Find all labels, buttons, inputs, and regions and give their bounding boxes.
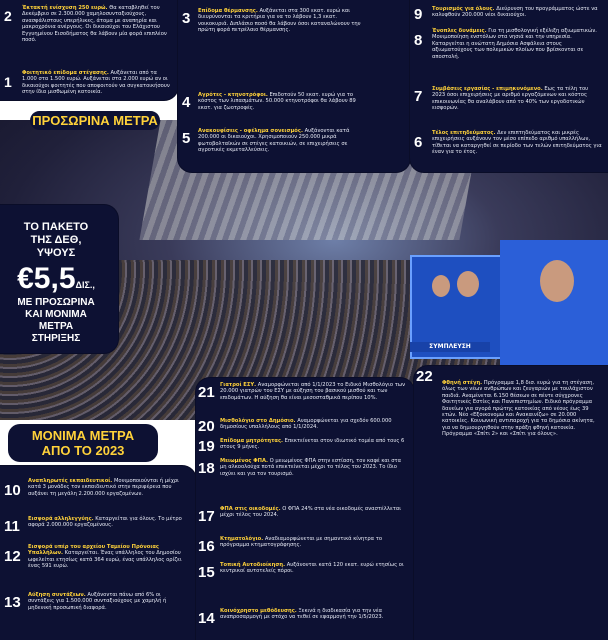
panel-bottom-middle xyxy=(196,378,414,640)
item-number: 5 xyxy=(182,130,191,147)
list-item: Επίδομα θέρμανσης. Αυξάνεται στα 300 εκατ. ευρώ και διευρύνονται τα κριτήρια για να το λάβουν 1,3 εκατ. νοικοκυριά. Διπλάσιο ποσό θα λάβουν όσοι καταναλώνουν την πρώτη φορά πετρέλαιο θέρμανσης. xyxy=(198,8,361,34)
panel-top-right xyxy=(410,0,608,172)
item-number: 17 xyxy=(198,508,215,525)
item-number: 8 xyxy=(414,32,423,49)
item-number: 4 xyxy=(182,94,191,111)
list-item: Επίδομα μητρότητας. Επεκτείνεται στον ιδιωτικό τομέα από τους 6 στους 9 μήνες. xyxy=(220,438,405,451)
item-number: 18 xyxy=(198,460,215,477)
item-number: 16 xyxy=(198,538,215,555)
list-item: Έκτακτή ενίσχυση 250 ευρώ. Θα καταβληθεί τον Δεκέμβριο σε 2.300.000 χαμηλοσυνταξιούχους, ανασφάλιστους υπερήλικες, άτομα με αναπηρία και μακροχρόνια ανέργους. Οι δικαιούχοι του Ελάχιστου Εγγυημένου Εισοδήματος θα λάβουν μία φορά επιπλέον ποσό. xyxy=(22,5,167,44)
item-number: 10 xyxy=(4,482,21,499)
list-item: Εισφορά υπέρ του αρχείου Ταμείου Πρόνοιας Υπαλλήλων. Καταργείται. Ένας υπάλληλος του Δημοσίου ωφελείται ετησίως κατά 364 ευρώ, ένας υπάλληλος ορίζει ένας 591 ευρώ. xyxy=(28,544,182,570)
panel-top-middle xyxy=(178,0,410,172)
panel-bottom-right xyxy=(414,366,608,640)
list-item: Αναπληρωτές εκπαιδευτικοί. Μονιμοποιούνται ή μέχρι κατά 3 μονάδες τον εκπαιδευτικό στην περιφέρεια που αυξάνει τη μεγάλη 2.200.000 εργαζομένων. xyxy=(28,478,179,497)
list-item: Φοιτητικό επίδομα στέγασης. Αυξάνεται από τα 1.000 στα 1.500 ευρώ. Αυξάνεται στα 2.000 ευρώ αν οι δικαιούχοι φοιτητές που αποφοιτούν να συγκατοικήσουν στην ίδια μισθωμένη κατοικία. xyxy=(22,70,170,96)
list-item: Τοπική Αυτοδιοίκηση. Αυξάνονται κατά 120 εκατ. ευρώ ετησίως οι κεντρικοί αυτοτελείς πόροι. xyxy=(220,562,404,575)
speaker-face xyxy=(457,271,479,297)
list-item: Ένοπλες δυνάμεις. Για τη μισθολογική εξέλιξη αξιωματικών. Μονιμοποίηση ενστόλων στα νησιά και την υπηρεσία. Καταργείται η ανώτατη Δημόσια Ασφάλεια στους αξιωματούχους των πολεμικών πλοίων που βρίσκονται σε αποστολή. xyxy=(432,28,597,60)
item-number: 6 xyxy=(414,134,423,151)
permanent-measures-heading: ΜΟΝΙΜΑ ΜΕΤΡΑ ΑΠΟ ΤΟ 2023 xyxy=(8,424,158,462)
item-number: 13 xyxy=(4,594,21,611)
package-text-1: ΤΟ ΠΑΚΕΤΟ ΤΗΣ ΔΕΘ, ΥΨΟΥΣ xyxy=(23,221,89,259)
speaker-face xyxy=(432,275,450,297)
item-number: 19 xyxy=(198,438,215,455)
item-number: 7 xyxy=(414,88,423,105)
panel-top-left: 2 Έκτακτή ενίσχυση 250 ευρώ. Θα καταβληθεί τον Δεκέμβριο σε 2.300.000 χαμηλοσυνταξιούχους, ανασφάλιστους υπερήλικες, άτομα με αναπηρία και μακροχρόνια ανέργους. Οι δικαιούχοι του Ελάχιστου Εγγυημένου Εισοδήματος θα λάβουν μία φορά επιπλέον ποσό. 1 Φοιτητικό επίδομα στέγασης. Αυξάνεται από τα 1.000 στα 1.500 ευρώ. Αυξάνεται στα 2.000 ευρώ αν οι δικαιούχοι φοιτητές που αποφοιτούν να συγκατοικήσουν στην ίδια μισθωμένη κατοικία. xyxy=(0,0,178,100)
list-item: Τουρισμός για όλους. Διεύρυνση του προγράμματος ώστε να καλυφθούν 200.000 νέοι δικαιούχοι. xyxy=(432,6,598,19)
item-number: 12 xyxy=(4,548,21,565)
list-item: Ανακουφίσεις - οφέλημα σονεισμός. Αυξάνονται κατά 200.000 οι δικαιούχοι. Χρησιμοποιούν 250.000 μικρά φωτοβολταϊκών σε στέγες κατοικιών, σε επιχειρήσεις σε αγροτικές εκμεταλλεύσεις. xyxy=(198,128,350,154)
package-headline-box xyxy=(0,205,118,353)
item-number: 14 xyxy=(198,610,215,627)
list-item: Αύξηση συντάξεων. Αυξάνονται πάνω από 6% οι συντάξεις για 1.500.000 συνταξιούχους με χαμηλή ή μηδενική προσωπική διαφορά. xyxy=(28,592,167,611)
list-item: Κοινόχρηστο μεθόδευσης. Ξεκινά η διαδικασία για την νέα αναπροσαρμογή με στόχο να τεθεί σε εφαρμογή την 1/5/2023. xyxy=(220,608,384,621)
stage-sign: ΣΥΜΠΛΕΥΣΗ xyxy=(410,342,490,352)
list-item: Εισφορά αλληλεγγύης. Καταργείται για όλους. Το μέτρο αφορά 2.000.000 εργαζομένους. xyxy=(28,516,182,529)
item-number: 20 xyxy=(198,418,215,435)
item-number: 15 xyxy=(198,564,215,581)
package-amount: €5,5ΔΙΣ., xyxy=(17,262,95,295)
list-item: Συμβάσεις εργασίας - επιμηκυνόμενο. Εως τα τέλη του 2023 όσοι επιχειρήσεις με αριθμό εργαζόμενων και κόστος επικοινωνίας θα αναλάβουν από το 40% των εργοδοτικών εισφορών. xyxy=(432,86,589,112)
list-item: Αγρότες - κτηνοτρόφοι. Επιδοτούν 50 εκατ. ευρώ για το κόστος των λιπασμάτων. 50.000 κτηνοτρόφοι θα λάβουν 89 εκατ. για ζωοτροφές. xyxy=(198,92,356,111)
temporary-measures-heading: ΠΡΟΣΩΡΙΝΑ ΜΕΤΡΑ xyxy=(30,111,160,130)
list-item: Γιατροί ΕΣΥ. Αναμορφώνεται από 1/1/2023 το Ειδικό Μισθολόγιο των 20.000 γιατρών του ΕΣΥ με αύξηση του βασικού μισθού και των επιδομάτων. Η αύξηση θα είναι μεσοσταθμικά περίπου 10%. xyxy=(220,382,406,401)
list-item: Τέλος επιτηδεύματος. Δεν επιπτηδεύματος και μικρές επιχειρήσεις αυξάνουν τον μέσο επίπεδο αριθμό υπαλλήλων, τίθεται να καταργηθεί σε περίοδο των τελών επιτηδεύματος για έναν για το έτος. xyxy=(432,130,602,156)
list-item: Μισθολόγιο στο Δημόσιο. Αναμορφώνεται για σχεδόν 600.000 δημοσίους υπαλλήλους από 1/1/2024. xyxy=(220,418,392,431)
item-number: 22 xyxy=(416,368,433,385)
item-number: 3 xyxy=(182,10,191,27)
package-text-2: ΜΕ ΠΡΟΣΩΡΙΝΑ ΚΑΙ ΜΟΝΙΜΑ ΜΕΤΡΑ ΣΤΗΡΙΞΗΣ xyxy=(17,297,95,344)
list-item: Κτηματολόγιο. Αναδιαμορφώνεται με σημαντικά κίνητρα το πρόγραμμα κτηματογράφησης. xyxy=(220,536,383,549)
panel-bottom-left xyxy=(0,466,196,640)
item-number: 11 xyxy=(4,518,20,535)
list-item: ΦΠΑ στις οικοδομές. Ο ΦΠΑ 24% στα νέα οικοδομές αναστέλλεται μέχρι τέλος του 2024. xyxy=(220,506,402,519)
list-item: Φθηνή στέγη. Πρόγραμμα 1,8 δισ. ευρώ για τη στέγαση, όλως των νέων ανθρώπων και ζευγαριών με τουλάχιστον παιδιά. Αναμένεται 6.150 θέσεων σε πέντε σύγχρονες Φοιτητικές Εστίες και Πανεπιστημίων. Ειδικό πρόγραμμα δανείων για αγορά πρώτης κατοικίας από νέους έως 39 ετών. Νέο «Εξοικονομώ και Ανακαινίζω» σε 20.000 κατοικίες. Κοινωνική αντιπαροχή για τα δημόσια ακίνητα, για να δημιουργηθούν στην πράξη φθηνή κατοικία. Πρόγραμμα «Σπίτι 2» και «Σπίτι για όλους». xyxy=(442,380,595,438)
speaker-face xyxy=(540,260,574,302)
stage-screen-right xyxy=(429,240,608,380)
list-item: Μειωμένος ΦΠΑ. Ο μειωμένος ΦΠΑ στην εστίαση, τον καφέ και στα μη αλκοολούχα ποτά επεκτείνεται μέχρι το τέλος του 2023. Το ίδιο ισχύει και για τον τουρισμό. xyxy=(220,458,402,477)
item-number: 9 xyxy=(414,6,423,23)
item-number: 21 xyxy=(198,384,215,401)
